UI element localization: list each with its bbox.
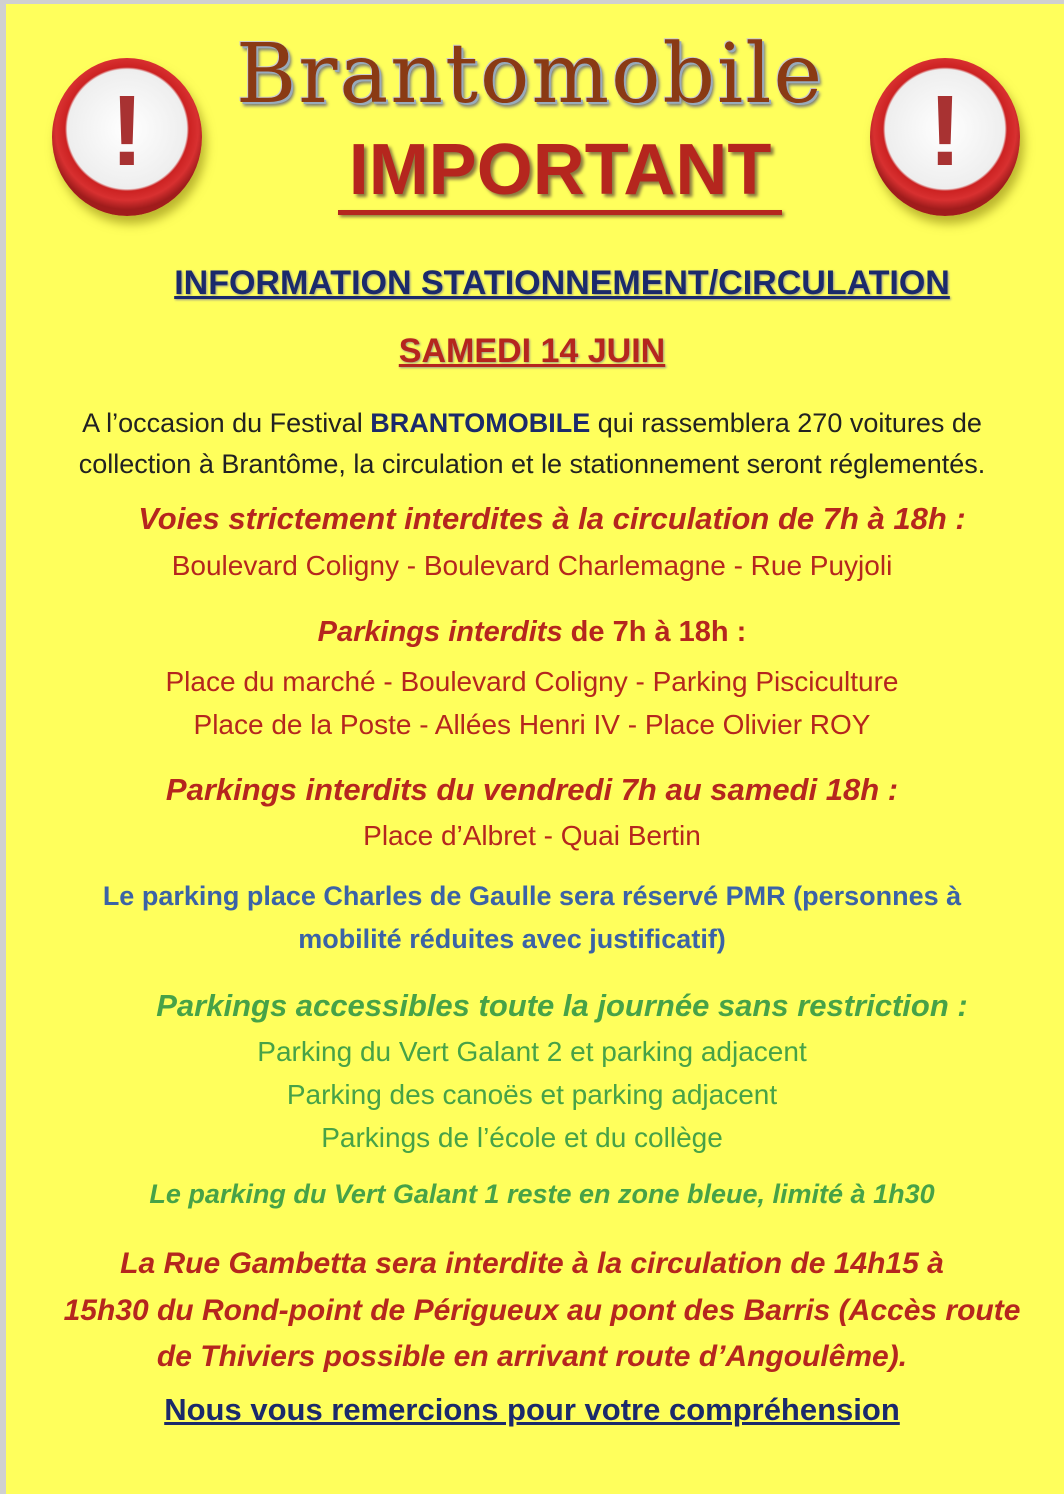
- open-parking-heading: Parkings accessibles toute la journée sans restriction :: [156, 988, 968, 1023]
- intro-line-1: [0, 408, 1064, 439]
- no-parking-friday-list: Place d’Albret - Quai Bertin: [363, 820, 701, 851]
- subtitle: INFORMATION STATIONNEMENT/CIRCULATION: [174, 264, 950, 302]
- open-parking-line: Parking des canoës et parking adjacent: [286, 1079, 778, 1110]
- no-parking-line: Place du marché - Boulevard Coligny - Parking Pisciculture: [165, 666, 899, 697]
- pmr-line: mobilité réduites avec justificatif): [298, 924, 726, 954]
- intro-line-2: collection à Brantôme, la circulation et le stationnement seront réglementés.: [78, 449, 986, 479]
- no-parking-friday-heading: Parkings interdits du vendredi 7h au samedi 18h :: [165, 772, 899, 807]
- no-parking-hours: de 7h à 18h :: [562, 616, 747, 648]
- intro-text: A l’occasion du Festival: [82, 408, 371, 438]
- no-parking-heading-italic: Parkings interdits: [317, 616, 563, 648]
- brantomobile-logo: Brantomobile: [235, 27, 825, 122]
- festival-name: BRANTOMOBILE: [370, 408, 591, 438]
- warning-icon-left: !: [52, 58, 202, 216]
- blue-zone-note: Le parking du Vert Galant 1 reste en zone bleue, limité à 1h30: [149, 1179, 935, 1209]
- closed-roads-heading: Voies strictement interdites à la circulation de 7h à 18h :: [138, 501, 966, 536]
- gambetta-line: de Thiviers possible en arrivant route d’Angoulême).: [156, 1340, 908, 1373]
- gambetta-line: 15h30 du Rond-point de Périgueux au pont des Barris (Accès route: [63, 1294, 1021, 1327]
- thanks-message: Nous vous remercions pour votre compréhension: [164, 1392, 900, 1427]
- no-parking-line: Place de la Poste - Allées Henri IV - Place Olivier ROY: [193, 709, 871, 740]
- no-parking-heading: [0, 616, 1064, 649]
- closed-roads-list: Boulevard Coligny - Boulevard Charlemagne - Rue Puyjoli: [171, 550, 893, 581]
- open-parking-line: Parkings de l’école et du collège: [321, 1122, 723, 1153]
- important-title: IMPORTANT: [348, 130, 772, 210]
- warning-icon-right: !: [870, 58, 1020, 216]
- event-date: SAMEDI 14 JUIN: [398, 332, 666, 370]
- title-underline: [338, 210, 782, 215]
- pmr-line: Le parking place Charles de Gaulle sera réservé PMR (personnes à: [102, 881, 962, 911]
- gambetta-line: La Rue Gambetta sera interdite à la circulation de 14h15 à: [120, 1247, 944, 1280]
- open-parking-line: Parking du Vert Galant 2 et parking adjacent: [257, 1036, 807, 1067]
- intro-text: qui rassemblera 270 voitures de: [590, 408, 982, 438]
